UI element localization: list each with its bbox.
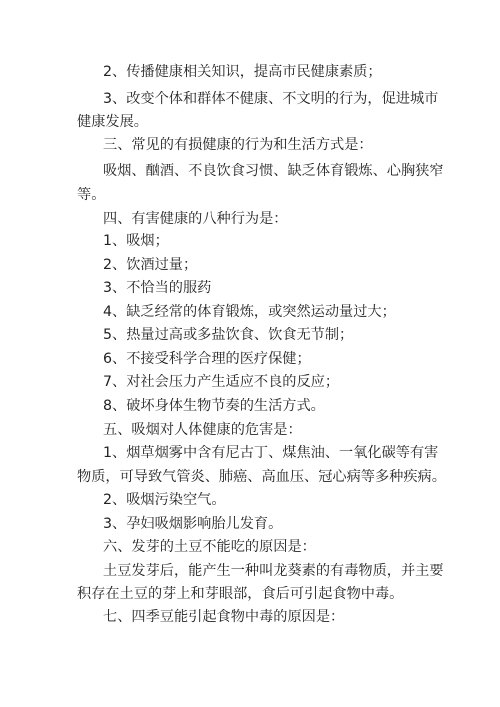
- text-line: 土豆发芽后，能产生一种叫龙葵素的有毒物质，并主要: [103, 563, 444, 579]
- list-item: 2、饮酒过量；: [103, 257, 198, 273]
- text-line: 3、改变个体和群体不健康、不文明的行为，促进城市: [103, 91, 439, 107]
- list-item: 4、缺乏经常的体育锻炼，或突然运动量过大；: [103, 304, 396, 320]
- list-item: 1、烟草烟雾中含有尼古丁、煤焦油、一氧化碳等有害: [103, 445, 439, 461]
- text-line: 2、传播健康相关知识，提高市民健康素质；: [103, 64, 382, 80]
- text-line: 吸烟、酗酒、不良饮食习惯、缺乏体育锻炼、心胸狭窄: [103, 163, 444, 179]
- section-heading: 四、有害健康的八种行为是：: [103, 211, 288, 227]
- text-line: 等。: [77, 187, 106, 203]
- list-item: 1、吸烟；: [103, 233, 169, 249]
- list-item: 2、吸烟污染空气。: [103, 492, 226, 508]
- section-heading: 六、发芽的土豆不能吃的原因是：: [103, 539, 316, 555]
- text-line: 积存在土豆的芽上和芽眼部，食后可引起食物中毒。: [77, 586, 404, 602]
- list-item: 7、对社会压力产生适应不良的反应；: [103, 374, 340, 390]
- section-heading: 七、四季豆能引起食物中毒的原因是：: [103, 609, 345, 625]
- text-line: 健康发展。: [77, 114, 148, 130]
- list-item: 5、热量过高或多盐饮食、饮食无节制；: [103, 327, 354, 343]
- list-item: 3、孕妇吸烟影响胎儿发育。: [103, 516, 283, 532]
- section-heading: 五、吸烟对人体健康的危害是：: [103, 422, 302, 438]
- list-item: 3、不恰当的服药: [103, 280, 212, 296]
- section-heading: 三、常见的有损健康的行为和生活方式是：: [103, 137, 373, 153]
- list-item: 6、不接受科学合理的医疗保健；: [103, 351, 311, 367]
- text-line: 物质，可导致气管炎、肺癌、高血压、冠心病等多种疾病。: [77, 469, 446, 485]
- list-item: 8、破坏身体生物节奏的生活方式。: [103, 398, 325, 414]
